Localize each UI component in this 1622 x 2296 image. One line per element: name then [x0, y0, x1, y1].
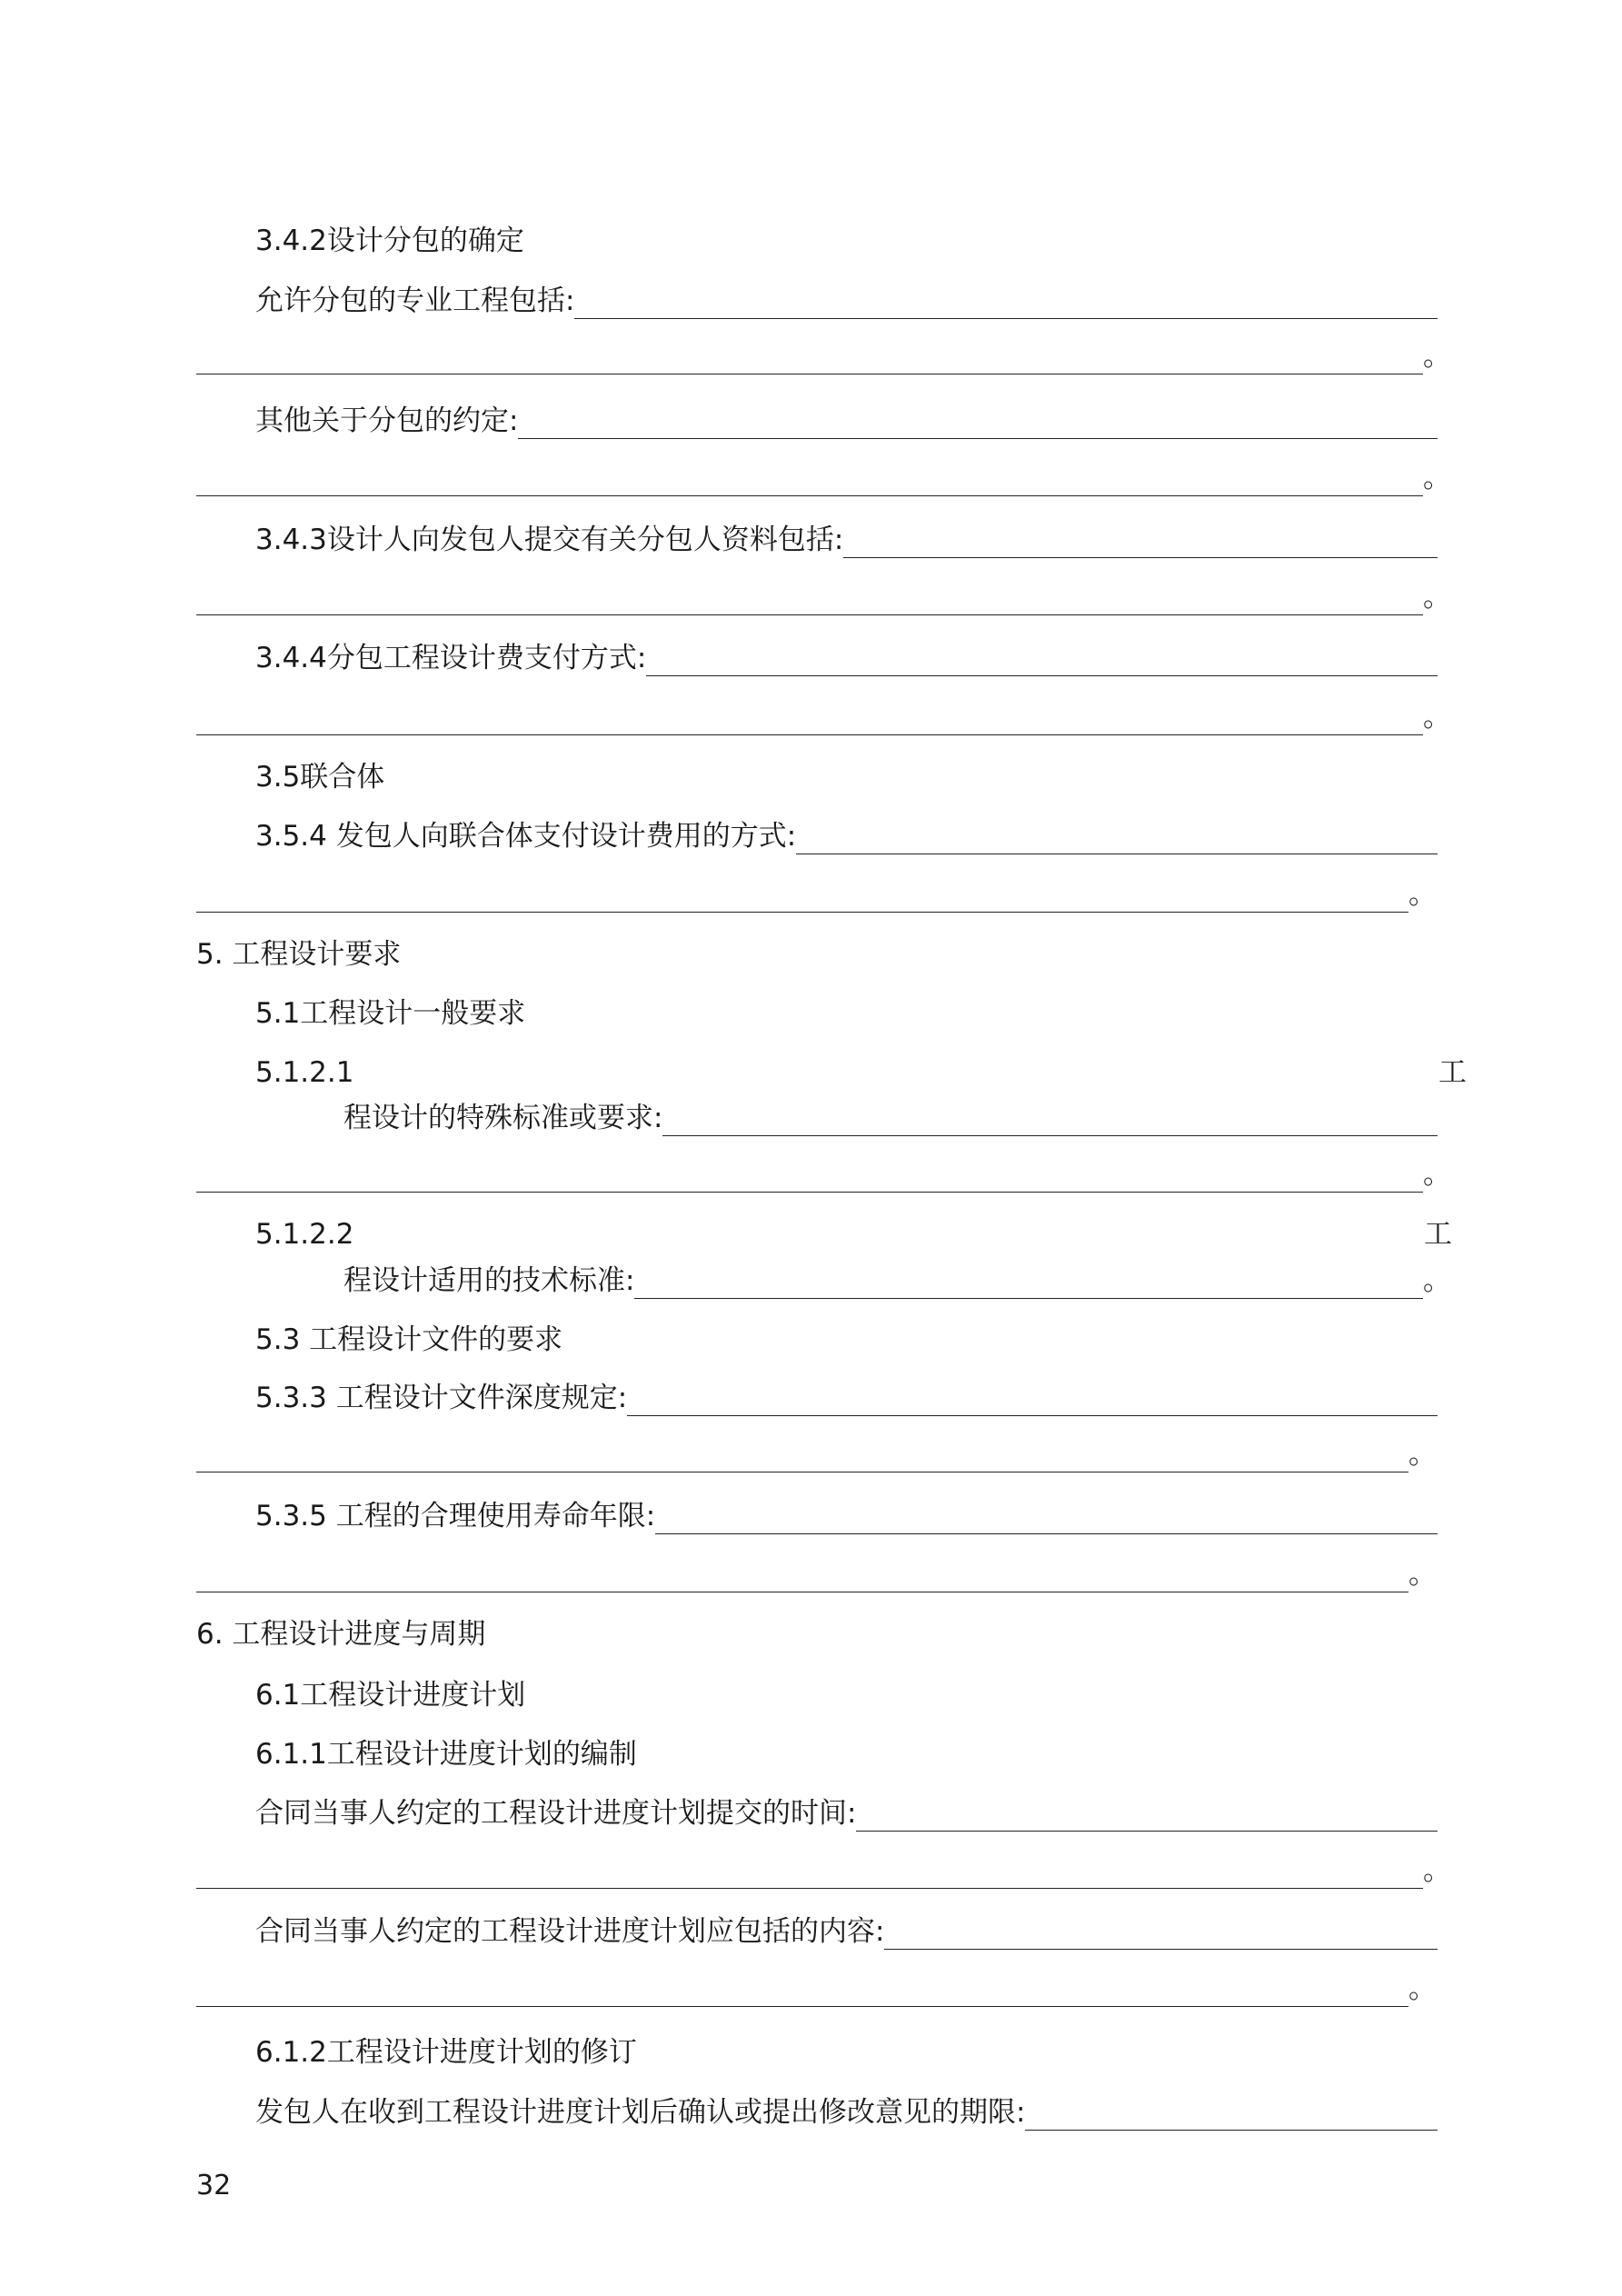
field-label: 3.4.3设计人向发包人提交有关分包人资料包括:: [255, 524, 844, 556]
blank-line[interactable]: [655, 1502, 1438, 1534]
heading-6-1: 6.1工程设计进度计划: [255, 1679, 526, 1712]
blank-line[interactable]: [796, 823, 1438, 854]
blank-line[interactable]: [196, 1975, 1408, 2007]
period: 。: [1408, 1438, 1437, 1471]
field-label: 发包人在收到工程设计进度计划后确认或提出修改意见的期限:: [255, 2096, 1026, 2129]
period: 。: [1408, 1558, 1437, 1591]
period: 。: [1423, 701, 1451, 734]
item-5-1-2-2-number: 5.1.2.2: [255, 1218, 354, 1251]
heading-3-4-2: 3.4.2设计分包的确定: [255, 225, 524, 257]
blank-line[interactable]: [634, 1267, 1423, 1299]
blank-line[interactable]: [196, 1441, 1408, 1472]
field-label: 其他关于分包的约定:: [255, 404, 519, 437]
field-confirm-deadline: [255, 2094, 1438, 2131]
heading-6-1-2: 6.1.2工程设计进度计划的修订: [255, 2036, 637, 2069]
blank-line[interactable]: [196, 1561, 1408, 1592]
item-5-1-2-2-wrap-char: 工: [1424, 1218, 1452, 1251]
blank-line[interactable]: [646, 644, 1438, 676]
blank-line[interactable]: [196, 881, 1408, 913]
field-label: 合同当事人约定的工程设计进度计划应包括的内容:: [255, 1915, 885, 1948]
field-5-3-5: [255, 1498, 1438, 1534]
field-continuation: [196, 1556, 1437, 1592]
field-label: 3.4.4分包工程设计费支付方式:: [255, 642, 647, 674]
field-continuation: [196, 876, 1437, 913]
field-3-4-4: [255, 640, 1438, 676]
field-label: 5.3.5 工程的合理使用寿命年限:: [255, 1500, 656, 1532]
field-continuation: [196, 699, 1451, 735]
field-continuation: [196, 338, 1451, 374]
field-continuation: [196, 1436, 1437, 1472]
field-allowed-subcontract: [255, 283, 1438, 319]
field-label: 合同当事人约定的工程设计进度计划提交的时间:: [255, 1797, 857, 1830]
period: 。: [1423, 462, 1451, 494]
heading-6: 6. 工程设计进度与周期: [196, 1618, 486, 1651]
field-continuation: [196, 460, 1451, 496]
page-number: 32: [196, 2170, 232, 2201]
heading-5-3: 5.3 工程设计文件的要求: [255, 1323, 563, 1356]
item-5-1-2-1-number: 5.1.2.1: [255, 1056, 354, 1089]
blank-line[interactable]: [196, 464, 1423, 496]
blank-line[interactable]: [627, 1384, 1438, 1416]
field-continuation: [196, 1852, 1451, 1889]
period: 。: [1423, 581, 1451, 614]
field-continuation: [196, 1971, 1437, 2007]
field-continuation: [196, 1156, 1451, 1193]
blank-line[interactable]: [662, 1104, 1438, 1136]
blank-line[interactable]: [196, 1161, 1423, 1193]
heading-5-1: 5.1工程设计一般要求: [255, 997, 526, 1030]
field-label: 允许分包的专业工程包括:: [255, 285, 575, 317]
heading-5: 5. 工程设计要求: [196, 938, 402, 971]
blank-line[interactable]: [574, 287, 1438, 319]
field-label: 程设计适用的技术标准:: [343, 1264, 635, 1297]
blank-line[interactable]: [196, 584, 1423, 615]
period: 。: [1423, 1264, 1451, 1297]
heading-3-5: 3.5联合体: [255, 761, 385, 794]
blank-line[interactable]: [196, 704, 1423, 735]
field-other-subcontract: [255, 403, 1438, 439]
blank-line[interactable]: [196, 343, 1423, 374]
field-label: 程设计的特殊标准或要求:: [343, 1102, 663, 1134]
period: 。: [1423, 1158, 1451, 1191]
blank-line[interactable]: [518, 407, 1438, 439]
period: 。: [1423, 340, 1451, 373]
field-5-1-2-2: [343, 1263, 1451, 1299]
blank-line[interactable]: [884, 1918, 1438, 1950]
field-continuation: [196, 579, 1451, 615]
field-3-4-3: [255, 522, 1438, 558]
item-5-1-2-1-wrap-char: 工: [1438, 1056, 1467, 1089]
period: 。: [1423, 1854, 1451, 1887]
blank-line[interactable]: [1025, 2099, 1438, 2131]
field-5-1-2-1: [343, 1100, 1438, 1136]
field-5-3-3: [255, 1380, 1438, 1416]
field-label: 5.3.3 工程设计文件深度规定:: [255, 1382, 628, 1414]
field-label: 3.5.4 发包人向联合体支付设计费用的方式:: [255, 820, 797, 853]
blank-line[interactable]: [196, 1857, 1423, 1889]
field-plan-submit-time: [255, 1795, 1438, 1832]
heading-6-1-1: 6.1.1工程设计进度计划的编制: [255, 1738, 637, 1771]
period: 。: [1408, 878, 1437, 911]
blank-line[interactable]: [856, 1800, 1438, 1832]
blank-line[interactable]: [843, 526, 1438, 558]
period: 。: [1408, 1972, 1437, 2005]
field-plan-contents: [255, 1913, 1438, 1950]
field-3-5-4: [255, 818, 1438, 854]
